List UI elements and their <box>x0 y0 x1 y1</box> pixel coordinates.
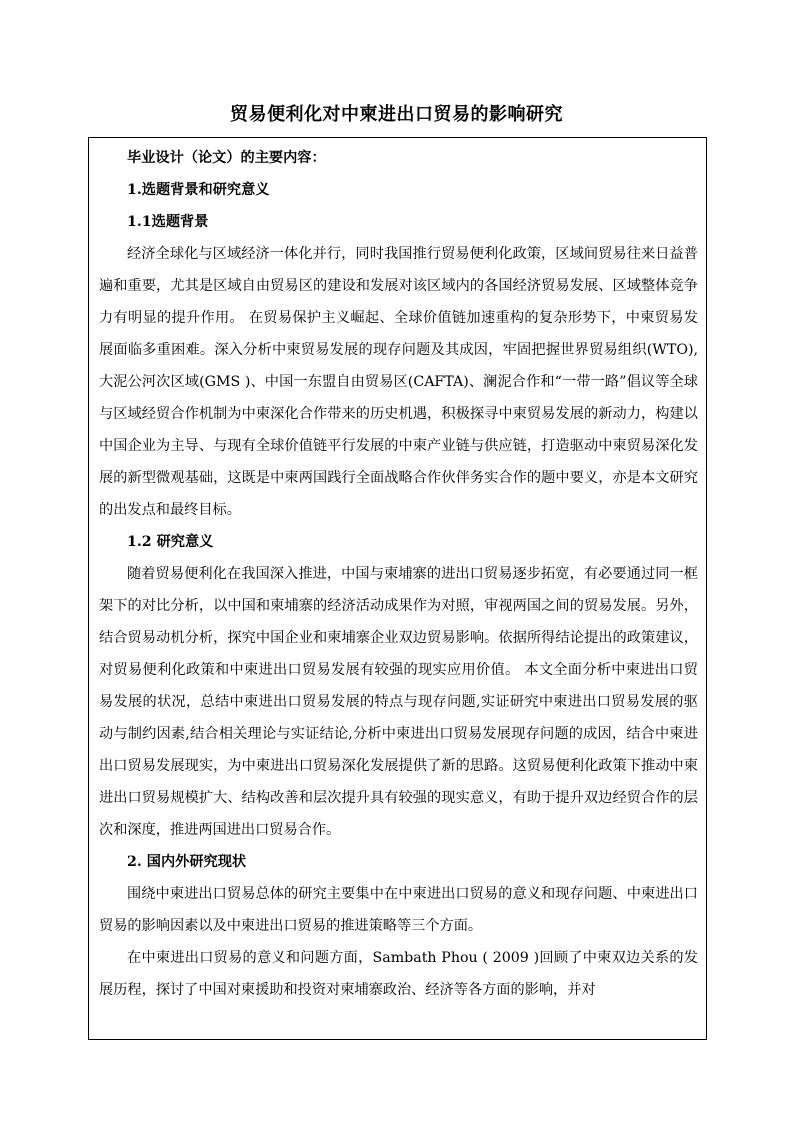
document-title: 贸易便利化对中柬进出口贸易的影响研究 <box>230 104 563 125</box>
section-2-paragraph-2: 在中柬进出口贸易的意义和问题方面，Sambath Phou ( 2009 )回顾了中柬双边关系的发展历程，探讨了中国对柬援助和投资对柬埔寨政治、经济等各方面的影响，并对 <box>99 950 698 998</box>
section-2-paragraph-1: 围绕中柬进出口贸易总体的研究主要集中在中柬进出口贸易的意义和现存问题、中柬进出口贸易的影响因素以及中柬进出口贸易的推进策略等三个方面。 <box>99 886 698 934</box>
section-1-heading: 1.选题背景和研究意义 <box>127 182 270 198</box>
section-1-2-heading: 1.2 研究意义 <box>127 534 214 550</box>
section-2-heading: 2. 国内外研究现状 <box>127 854 247 870</box>
section-1-1-paragraph: 经济全球化与区域经济一体化并行，同时我国推行贸易便利化政策，区域间贸易往来日益普遍和重要，尤其是区域自由贸易区的建设和发展对该区域内的各国经济贸易发展、区域整体竞争力有明显的提升作用。 在贸易保护主义崛起、全球价值链加速重构的复杂形势下，中柬贸易发展面临多重困难。深入分析中柬贸易发展的现存问题及其成因，牢固把握世界贸易组织(WTO),大泥公河次区域(GMS )、中国一东盟自由贸易区(CAFTA)、澜泥合作和“一带一路”倡议等全球与区域经贸合作机制为中柬深化合作带来的历史机遇，积极探寻中柬贸易发展的新动力，构建以中国企业为主导、与现有全球价值链平行发展的中柬产业链与供应链，打造驱动中柬贸易深化发展的新型微观基础，这既是中柬两国践行全面战略合作伙伴务实合作的题中要义，亦是本文研究的出发点和最终目标。 <box>99 246 698 518</box>
content-box <box>88 137 707 1040</box>
section-1-2-paragraph: 随着贸易便利化在我国深入推进，中国与柬埔寨的进出口贸易逐步拓宽，有必要通过同一框架下的对比分析，以中国和柬埔寨的经济活动成果作为对照，审视两国之间的贸易发展。另外，结合贸易动机分析，探究中国企业和柬埔寨企业双边贸易影响。依据所得结论提出的政策建议，对贸易便利化政策和中柬进出口贸易发展有较强的现实应用价值。 本文全面分析中柬进出口贸易发展的状况，总结中柬进出口贸易发展的特点与现存问题,实证研究中柬进出口贸易发展的驱动与制约因素,结合相关理论与实证结论,分析中柬进出口贸易发展现存问题的成因，结合中柬进出口贸易发展现实，为中柬进出口贸易深化发展提供了新的思路。这贸易便利化政策下推动中柬进出口贸易规模扩大、结构改善和层次提升具有较强的现实意义，有助于提升双边经贸合作的层次和深度，推进两国进出口贸易合作。 <box>99 566 698 838</box>
section-1-1-heading: 1.1选题背景 <box>127 214 209 230</box>
box-label: 毕业设计（论文）的主要内容： <box>127 150 326 166</box>
